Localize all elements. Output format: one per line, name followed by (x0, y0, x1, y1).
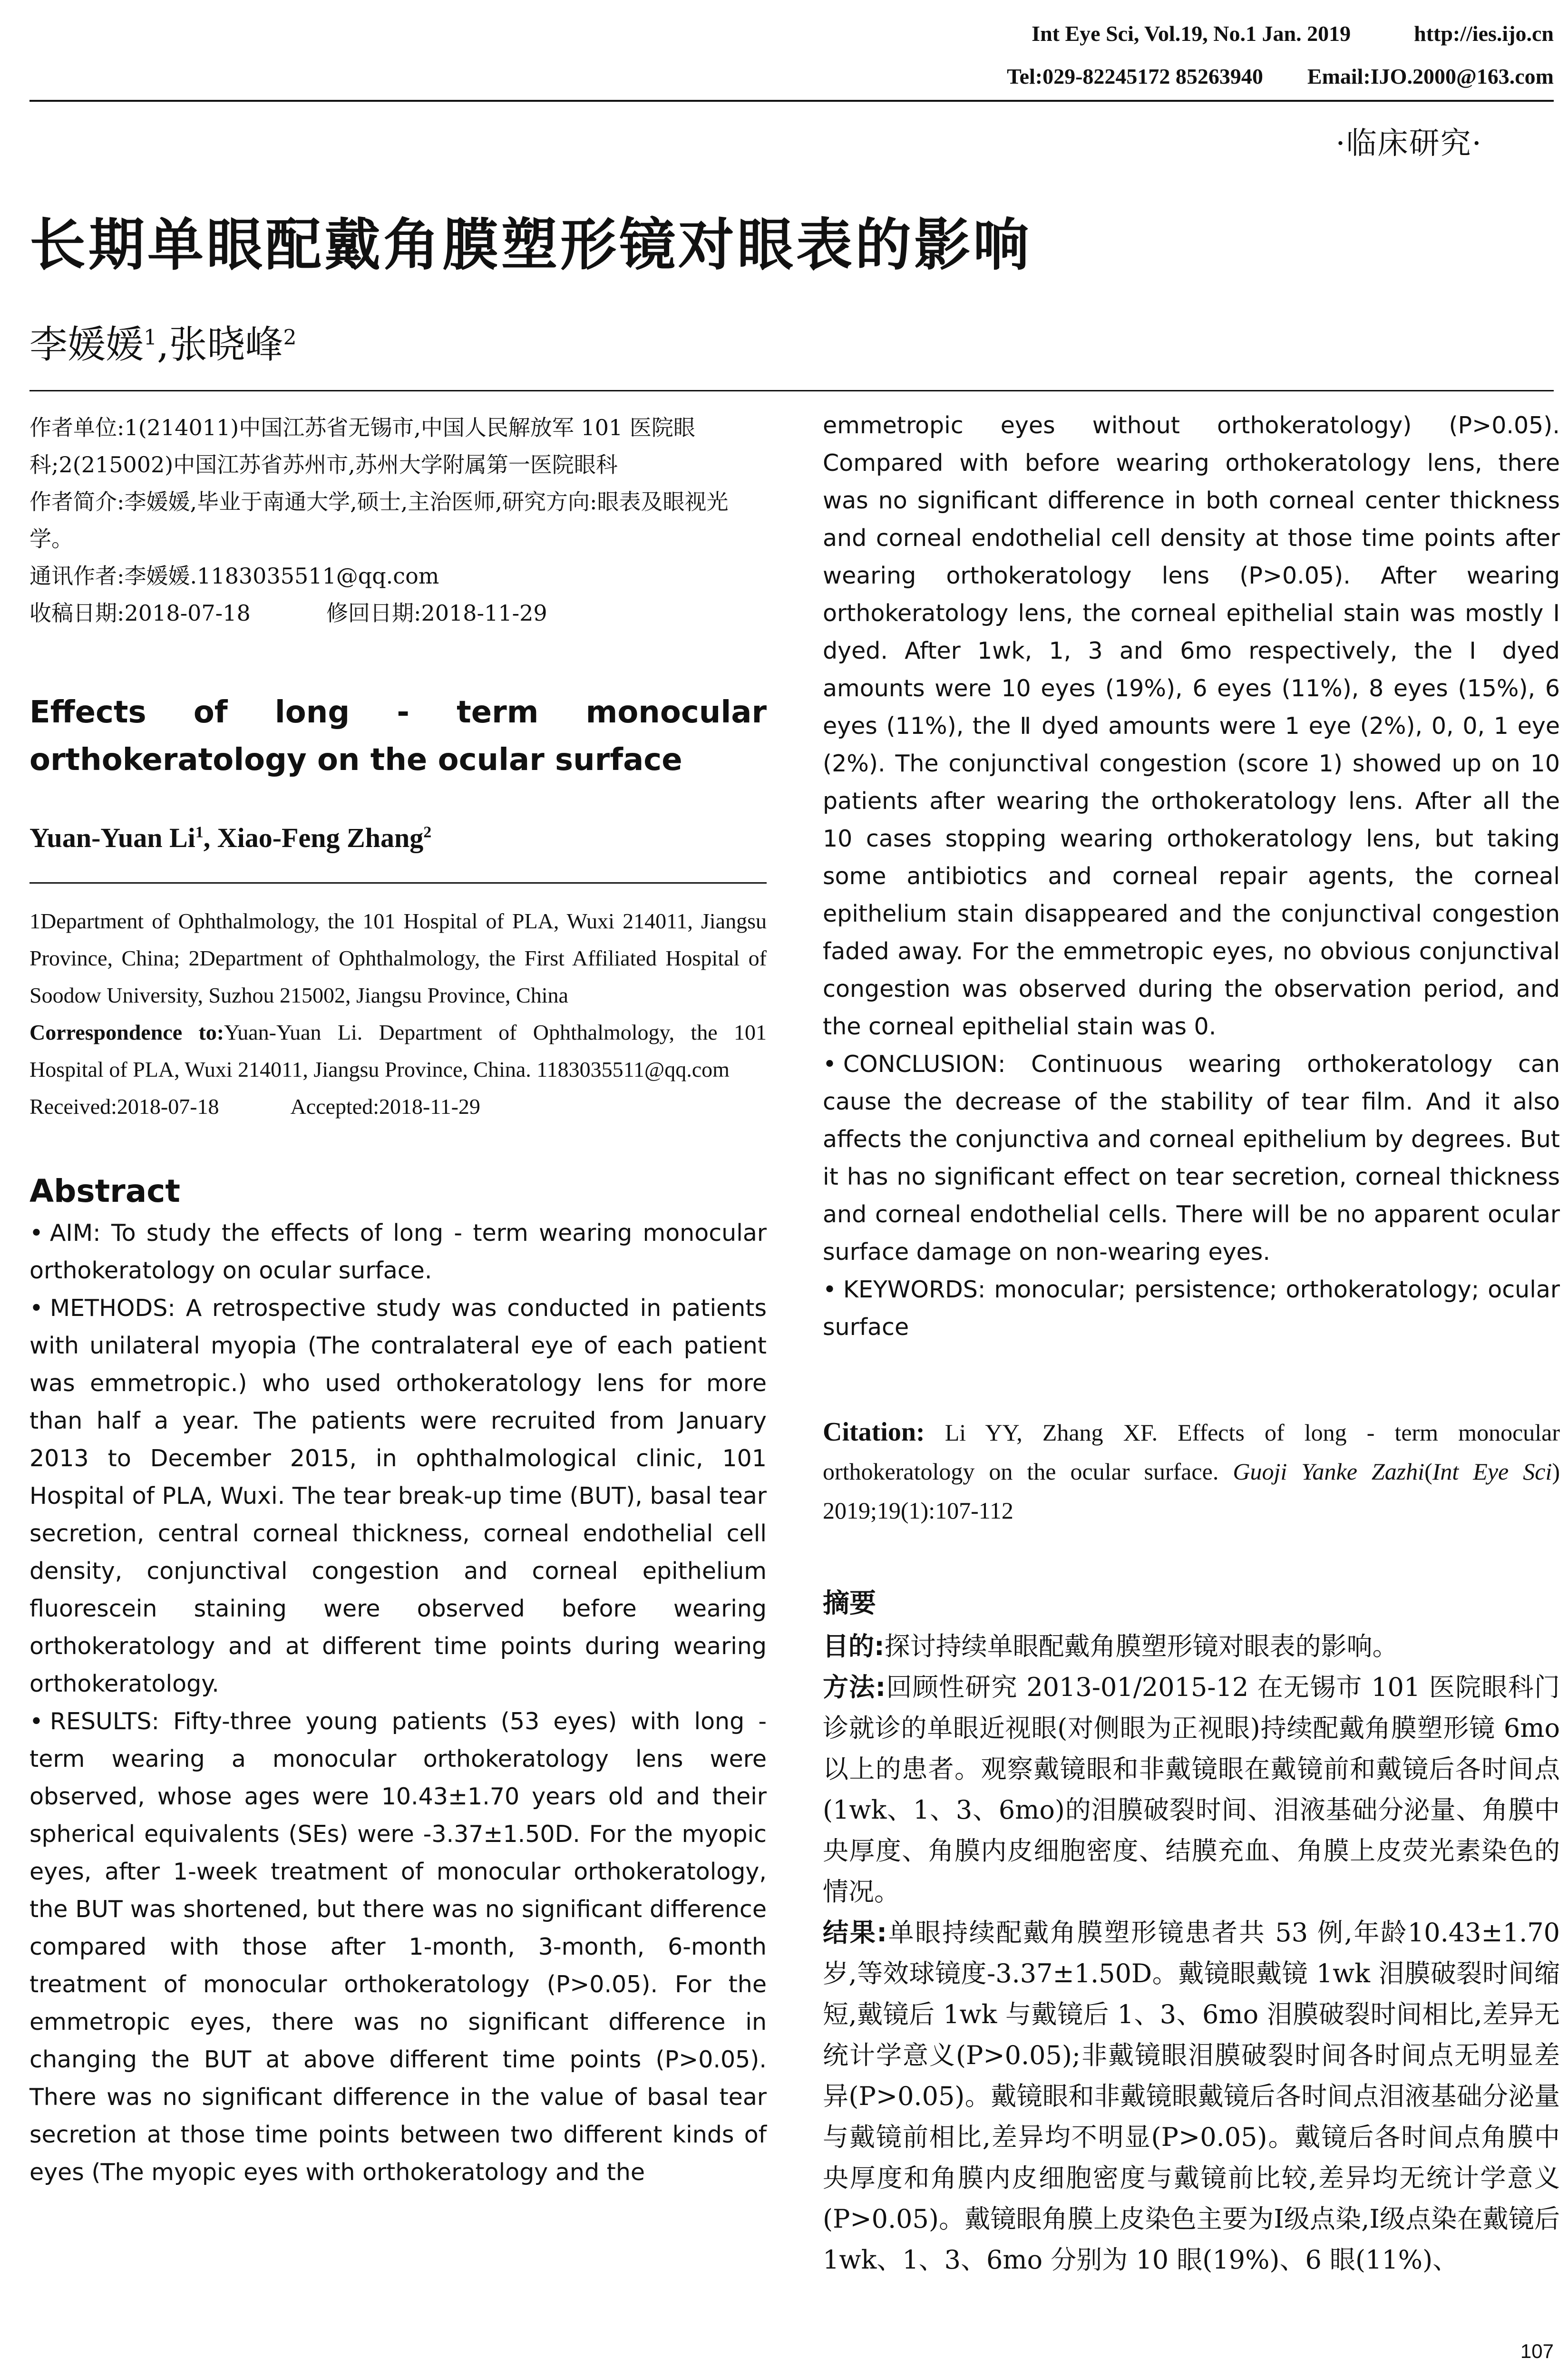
citation-text-1: Li YY, Zhang XF. Effects of long - term monocular orthokeratology on the ocular surface. (823, 1419, 1560, 1485)
bullet-icon: • (29, 1295, 43, 1322)
correspondence-en (29, 1014, 767, 1088)
journal-header-line2 (1007, 62, 1554, 91)
chinese-methods-label: 方法: (823, 1672, 886, 1702)
conclusion-text: Continuous wearing orthokeratology can cause the decrease of the stability of tear film. And it also affects the conjunctiva and corneal epithelium by degrees. But it has no significant effect on tear secretion, corneal thickness and corneal endothelial cells. There will be no apparent ocular surface damage on non-wearing eyes. (823, 1051, 1560, 1266)
page-number: 107 (1520, 2340, 1554, 2362)
author-2-en-sup: 2 (423, 823, 432, 841)
received-date-cn: 收稿日期:2018-07-18 (29, 600, 251, 626)
chinese-metadata (29, 409, 767, 632)
chinese-results-label: 结果: (823, 1918, 887, 1948)
chinese-results-text: 单眼持续配戴角膜塑形镜患者共 53 例,年龄10.43±1.70 岁,等效球镜度-3.37±1.50D。戴镜眼戴镜 1wk 泪膜破裂时间缩短,戴镜后 1wk 与戴镜后 1、3、6mo 泪膜破裂时间相比,差异无统计学意义(P>0.05);非戴镜眼泪膜破裂时间各时间点无明显差异(P>0.05)。戴镜眼和非戴镜眼戴镜后各时间点泪液基础分泌量与戴镜前相比,差异均不明显(P>0.05)。戴镜后各时间点角膜中央厚度和角膜内皮细胞密度与戴镜前比较,差异均无统计学意义(P>0.05)。戴镜眼角膜上皮染色主要为Ⅰ级点染,Ⅰ级点染在戴镜后 1wk、1、3、6mo 分别为 10 眼(19%)、6 眼(11%)、 (823, 1918, 1560, 2275)
conclusion-label: CONCLUSION: (843, 1051, 1006, 1078)
results-text-part1: Fifty-three young patients (53 eyes) with long - term wearing a monocular orthokeratology lens were observed, whose ages were 10.43±1.70 years old and their spherical equivalents (SEs) were -3.37±1.50D. For the myopic eyes, after 1-week treatment of monocular orthokeratology, the BUT was shortened, but there was no significant difference compared with those after 1-month, 3-month, 6-month treatment of monocular orthokeratology (P>0.05). For the emmetropic eyes, there was no significant difference in changing the BUT at above different time points (P>0.05). There was no significant difference in the value of basal tear secretion at those time points between two different kinds of eyes (The myopic eyes with orthokeratology and the (29, 1708, 767, 2186)
chinese-aim-label: 目的: (823, 1631, 885, 1661)
left-column (29, 409, 767, 2191)
results-label: RESULTS: (49, 1708, 159, 1735)
english-title: Effects of long - term monocular orthokeratology on the ocular surface (29, 695, 767, 778)
author-2-en: Xiao-Feng Zhang (217, 822, 424, 853)
english-affiliation (29, 903, 767, 1125)
corresponding-author-cn: 通讯作者:李媛媛.1183035511@qq.com (29, 563, 439, 589)
author-unit: 作者单位:1(214011)中国江苏省无锡市,中国人民解放军 101 医院眼科;2(215002)中国江苏省苏州市,苏州大学附属第一医院眼科 (29, 415, 695, 477)
english-authors (29, 822, 767, 854)
chinese-methods (823, 1667, 1560, 1912)
affiliation-rule (29, 882, 767, 884)
bullet-icon: • (823, 1051, 837, 1078)
accepted-date-en: Accepted:2018-11-29 (290, 1094, 480, 1119)
journal-citation: Int Eye Sci, Vol.19, No.1 Jan. 2019 (1032, 21, 1351, 46)
received-date-en: Received:2018-07-18 (29, 1094, 219, 1119)
citation-journal: Guoji Yanke Zazhi (1233, 1458, 1425, 1485)
citation-text-2: ( (1424, 1458, 1432, 1485)
citation-text-3: ) 2019;19(1):107-112 (823, 1458, 1560, 1524)
results-text-part2: emmetropic eyes without orthokeratology) (P>0.05). Compared with before wearing orthokeratology lens, there was no significant difference in both corneal center thickness and corneal endothelial cell density at those time points after wearing orthokeratology lens (P>0.05). After wearing orthokeratology lens, the corneal epithelial stain was mostly Ⅰ dyed. After 1wk, 1, 3 and 6mo respectively, the Ⅰ dyed amounts were 10 eyes (19%), 6 eyes (11%), 8 eyes (15%), 6 eyes (11%), the Ⅱ dyed amounts were 1 eye (2%), 0, 0, 1 eye (2%). The conjunctival congestion (score 1) showed up on 10 patients after wearing the orthokeratology lens. After all the 10 cases stopping wearing orthokeratology lens, but taking some antibiotics and corneal repair agents, the corneal epithelium stain disappeared and the conjunctival congestion faded away. For the emmetropic eyes, no obvious conjunctival congestion was observed during the observation period, and the corneal epithelial stain was 0. (823, 412, 1560, 1040)
abstract-heading: Abstract (29, 1173, 180, 1209)
citation (823, 1413, 1560, 1530)
citation-journal-en: Int Eye Sci (1432, 1458, 1552, 1485)
chinese-abstract-body (823, 1626, 1560, 2280)
author-bio: 作者简介:李媛媛,毕业于南通大学,硕士,主治医师,研究方向:眼表及眼视光学。 (29, 489, 729, 552)
keywords-label: KEYWORDS: (843, 1276, 986, 1303)
chinese-methods-text: 回顾性研究 2013-01/2015-12 在无锡市 101 医院眼科门诊就诊的单眼近视眼(对侧眼为正视眼)持续配戴角膜塑形镜 6mo 以上的患者。观察戴镜眼和非戴镜眼在戴镜前和戴镜后各时间点(1wk、1、3、6mo)的泪膜破裂时间、泪液基础分泌量、角膜中央厚度、角膜内皮细胞密度、结膜充血、角膜上皮荧光素染色的情况。 (823, 1672, 1560, 1907)
chinese-aim (823, 1626, 1560, 1667)
author-1-en-sup: 1 (195, 823, 204, 841)
title-rule (29, 390, 1554, 391)
chinese-aim-text: 探讨持续单眼配戴角膜塑形镜对眼表的影响。 (884, 1631, 1398, 1661)
abstract-keywords (823, 1271, 1560, 1346)
abstract-conclusion (823, 1045, 1560, 1271)
journal-header-line1 (1032, 19, 1554, 49)
methods-label: METHODS: (49, 1295, 175, 1322)
author-separator-en: , (203, 822, 217, 853)
journal-phone: Tel:029-82245172 85263940 (1007, 64, 1263, 88)
author-1-en: Yuan-Yuan Li (29, 822, 195, 853)
abstract-body-left (29, 1214, 767, 2191)
abstract-results-part1 (29, 1703, 767, 2191)
correspondence-label: Correspondence to: (29, 1020, 224, 1044)
journal-url[interactable]: http://ies.ijo.cn (1414, 21, 1554, 46)
chinese-abstract-heading: 摘要 (823, 1588, 876, 1619)
author-2-cn: 张晓峰 (169, 322, 283, 367)
revised-date-cn: 修回日期:2018-11-29 (326, 600, 547, 626)
methods-text: A retrospective study was conducted in patients with unilateral myopia (The contralateral eye of each patient was emmetropic.) who used orthokeratology lens for more than half a year. The patients were recruited from January 2013 to December 2015, in ophthalmological clinic, 101 Hospital of PLA, Wuxi. The tear break-up time (BUT), basal tear secretion, central corneal thickness, corneal endothelial cell density, conjunctival congestion and corneal epithelium fluorescein staining were observed before wearing orthokeratology and at different time points during wearing orthokeratology. (29, 1295, 767, 1697)
author-1-cn-sup: 1 (144, 325, 157, 350)
dates-cn (29, 594, 767, 632)
abstract-aim (29, 1214, 767, 1289)
keywords-text: monocular; persistence; orthokeratology; ocular surface (823, 1276, 1560, 1341)
author-separator-cn: , (157, 322, 169, 367)
aim-label: AIM: (49, 1219, 101, 1247)
chinese-results (823, 1912, 1560, 2280)
chinese-authors (29, 314, 296, 369)
correspondence-text: Yuan-Yuan Li. Department of Ophthalmology, the 101 Hospital of PLA, Wuxi 214011, Jiangsu Province, China. 1183035511@qq.com (29, 1020, 767, 1081)
author-2-cn-sup: 2 (283, 325, 297, 350)
affiliation-text: 1Department of Ophthalmology, the 101 Hospital of PLA, Wuxi 214011, Jiangsu Province, China; 2Department of Ophthalmology, the First Affiliated Hospital of Soodow University, Suzhou 215002, Jiangsu Province, China (29, 909, 767, 1007)
bullet-icon: • (29, 1219, 43, 1247)
aim-text: To study the effects of long - term wearing monocular orthokeratology on ocular surface. (29, 1219, 767, 1284)
chinese-title: 长期单眼配戴角膜塑形镜对眼表的影响 (29, 212, 1032, 278)
abstract-body-right (823, 407, 1560, 1346)
abstract-methods (29, 1289, 767, 1703)
right-column (823, 407, 1560, 2280)
bullet-icon: • (823, 1276, 837, 1303)
dates-en (29, 1088, 767, 1125)
journal-email[interactable]: Email:IJO.2000@163.com (1307, 64, 1554, 88)
section-tag: ·临床研究· (1335, 126, 1482, 161)
bullet-icon: • (29, 1708, 43, 1735)
header-rule (29, 100, 1554, 102)
author-1-cn: 李媛媛 (29, 322, 144, 367)
citation-label: Citation: (823, 1417, 925, 1447)
